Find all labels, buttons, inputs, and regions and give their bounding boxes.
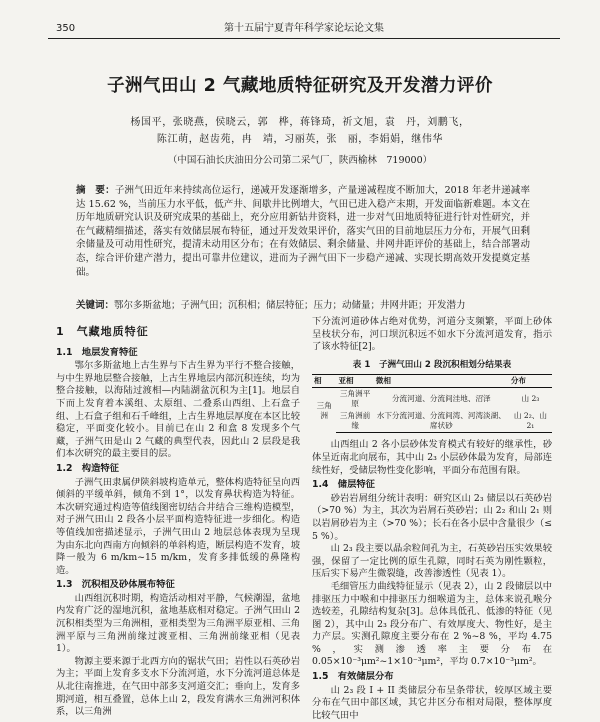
section-1-1-heading: 1.1 地层发育特征 xyxy=(56,346,138,358)
continued-paragraph: 下分流河道砂体占绝对优势，河道分支频繁，平面上砂体呈枝状分布，河口坝沉积远不如水下分流河道发育，指示了该水特征[2]。 xyxy=(312,316,552,353)
microfacies-cell: 分流河道、分流间洼地、沼泽 xyxy=(391,394,491,404)
subfacies-cell: 三角洲前缘 xyxy=(336,410,373,433)
section-1-5-heading: 1.5 有效储层分布 xyxy=(312,671,394,683)
table-row xyxy=(312,388,552,411)
journal-name: 第十五届宁夏青年科学家论坛论文集 xyxy=(224,23,384,34)
keywords xyxy=(76,299,530,312)
sedimentary-facies-table xyxy=(312,374,552,433)
keywords-text: 鄂尔多斯盆地；子洲气田；沉积相；储层特征；压力；动储量；井网井距；开发潜力 xyxy=(114,300,466,311)
section-1-4-paragraph-3: 毛细管压力曲线特征显示（见表 2），山 2 段储层以中排驱压力中喉和中排驱压力细喉道为主，总体来说孔喉分选较差，孔隙结构复杂[3]。总体具低孔、低渗的特征（见图 2），其中山 2₃ 段分布广、有效厚度大、物性好，是主力产层。实测孔隙度主要分布在 2 %~8 %，平均 4.75 %，实测渗透率主要分布在 0.05×10⁻³μm²~1×10⁻³μm²，平均 0.7×10⁻³μm²。 xyxy=(312,580,552,668)
section-1-4-paragraph-2: 山 2₃ 段主要以晶余粒间孔为主，石英砂岩压实效果较强，保留了一定比例的原生孔隙，同时石英为刚性颗粒，压后实下易产生微裂缝，改善渗透性（见表 1）。 xyxy=(312,543,552,580)
paper-title: 子洲气田山 2 气藏地质特征研究及开发潜力评价 xyxy=(107,76,493,96)
right-column xyxy=(312,316,552,722)
section-1-3-paragraph-1: 山西组沉积时期，构造活动相对平静，气候潮湿，盆地内发育广泛的湿地沉积，盆地基底相对稳定。子洲气田山 2 沉积相类型为三角洲相，亚相类型为三角洲平原亚相、三角洲平原与三角洲前缘过渡亚相、三角洲前缘亚相（见表 1）。 xyxy=(56,592,300,655)
after-table-paragraph: 山西组山 2 各小层砂体发育模式有较好的继承性，砂体呈近南北向展布，其中山 2₃ 小层砂体最为发育，局部连续性好，受储层物性变化影响，平面分布范围有限。 xyxy=(312,439,552,476)
section-1-1-paragraph: 鄂尔多斯盆地上古生界与下古生界为平行不整合接触，与中生界地层整合接触，上古生界地层内部沉积连续，均为整合接触，以海陆过渡相—内陆湖盆沉积为主[1]。地层自下而上发育着本溪组、太原组、二叠系山西组、上石盒子组、上石盒子组和石千峰组，上古生界地层厚度在本区比较稳定，平面变化较小。目前已在山 2 和盒 8 发现多个气藏，子洲气田是山 2 气藏的典型代表，因此山 2 层段是我们本次研究的最主要目的层。 xyxy=(56,360,300,460)
abstract-label: 摘 要： xyxy=(76,185,115,196)
affiliation: （中国石油长庆油田分公司第二采气厂，陕西榆林 719000） xyxy=(167,155,433,166)
running-header xyxy=(48,22,560,39)
section-1-2-paragraph: 子洲气田隶属伊陕斜坡构造单元，整体构造特征呈向西倾斜的平缓单斜，倾角不到 1°，以发育鼻状构造为特征。本次研究通过构造等值线图密切结合井结合三维构造模型，对子洲气田山 2 段各小层平面构造特征进一步细化。构造等值线加密描述显示，子洲气田山 2 地层总体表现为呈现为由东北向西南方向倾斜的单斜构造，断层构造不发育，坡降一般为 6 m/km~15 m/km，发育多排低缓的鼻隆构造。 xyxy=(56,476,300,576)
section-1-4-paragraph-1: 砂岩岩屑组分统计表明：研究区山 2₃ 储层以石英砂岩（>70 %）为主，其次为岩屑石英砂岩；山 2₂ 和山 2₁ 则以岩屑砂岩为主（>70 %）；长石在各小层中含量很少（≤ 5 %）。 xyxy=(312,492,552,542)
page-number: 350 xyxy=(56,23,76,34)
section-1-3-heading: 1.3 沉积相及砂体展布特征 xyxy=(56,579,175,591)
table-header-cell: 亚相 xyxy=(336,375,373,388)
left-column xyxy=(56,316,300,719)
distribution-cell: 山 2₃ xyxy=(521,394,540,404)
author-line-1: 杨国平，张晓燕，侯晓云，郭 桦，蒋锋琦，祈文旭，袁 丹，刘鹏飞， xyxy=(130,117,470,128)
table-1-title: 表 1 子洲气田山 2 段沉积相划分结果表 xyxy=(352,359,512,370)
table-header-cell: 微相 xyxy=(374,375,509,388)
keywords-label: 关键词： xyxy=(76,300,115,311)
section-1-4-heading: 1.4 储层特征 xyxy=(312,479,375,491)
facies-cell: 三角洲 xyxy=(316,400,332,420)
microfacies-cell: 水下分流河道、分流间湾、河湾淡湖、席状砂 xyxy=(374,410,509,433)
section-1-heading: 1 气藏地质特征 xyxy=(56,325,149,338)
distribution-cell: 山 2₂、山 2₁ xyxy=(509,410,552,433)
abstract-text: 子洲气田近年来持续高位运行，递减开发逐渐增多，产量递减程度不断加大，2018 年老井递减率达 15.62 %，当前压力水平低，低产井、间歇井比例增大，气田已进入稳产末期，开发面临新难题。本文在历年地质研究认识及研究成果的基础上，充分应用新钻井资料，进一步对气田地质特征进行针对性研究，并在气藏精细描述，落实有效储层展布特征，通过开发效果评价，落实气田的目前地层压力分布，开展气田剩余储量及可动用性研究，提清未动用区分布；在有效储层、剩余储量、井网井距评价的基础上，结合部署动态，综合评价建产潜力，提出可靠井位建议，进而为子洲气田下一步稳产递减、实现长期高效开发提奠定基础。 xyxy=(76,185,530,278)
author-list xyxy=(70,114,530,148)
author-line-2: 陈江萌，赵齿苑，冉 靖，习丽英，张 丽，李娟娟，继伟华 xyxy=(156,134,444,145)
abstract xyxy=(76,184,530,279)
table-row xyxy=(312,410,552,433)
section-1-2-heading: 1.2 构造特征 xyxy=(56,462,119,474)
subfacies-cell: 三角洲平原 xyxy=(339,389,371,409)
table-header-row xyxy=(312,375,552,388)
section-1-3-paragraph-2: 物源主要来源于北西方向的锯状气田；岩性以石英砂岩为主；平面上发育多支水下分流河道，水下分流河道总体是从北往南推进，在气田中部多支河道交汇；垂向上，发育多期河道，相互叠置，总体上山 2，段发育满水三角洲河积体系，以三角洲 xyxy=(56,655,300,718)
table-header-cell: 相 xyxy=(312,375,336,388)
table-header-cell: 分布 xyxy=(509,375,552,388)
section-1-5-paragraph: 山 2₃ 段 I + II 类储层分布呈条带状，较厚区域主要分布在气田中部区域，其它井区分布相对局限，整体厚度比较气田中 xyxy=(312,684,552,721)
